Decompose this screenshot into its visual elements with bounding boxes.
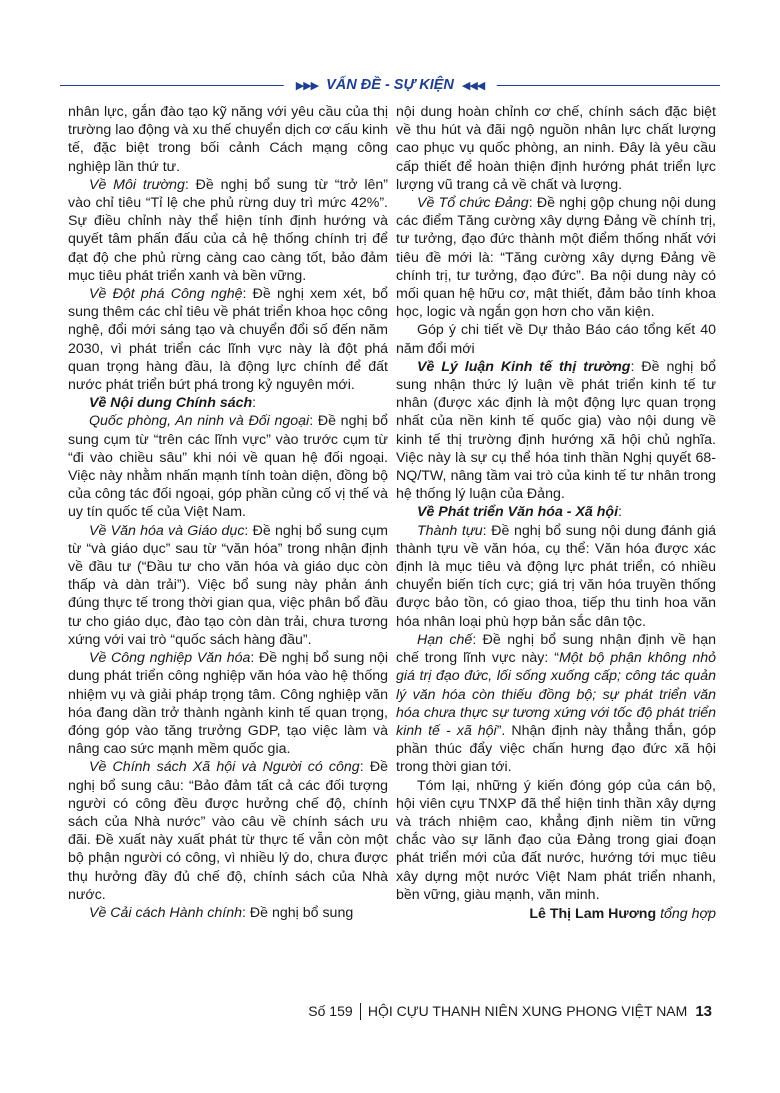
paragraph-lead: Về Công nghiệp Văn hóa xyxy=(89,650,251,667)
paragraph-lead: Về Cải cách Hành chính xyxy=(89,904,243,921)
paragraph-lead: Hạn chế xyxy=(417,631,473,648)
paragraph: nhân lực, gắn đào tạo kỹ năng với yêu cầu của thị trường lao động và xu thế chuyển dịch cơ cấu kinh tế, đặc biệt trong bối cảnh Cách mạng công nghiệp lần thứ tư. xyxy=(68,104,388,175)
subheading: Về Nội dung Chính sách: xyxy=(89,395,257,412)
paragraph: Về Cải cách Hành chính: Đề nghị bổ sung xyxy=(89,904,354,921)
paragraph: Hạn chế: Đề nghị bổ sung nhận định về hạn chế trong lĩnh vực này: “Một bộ phận không nhỏ giá trị đạo đức, lối sống xuống cấp; công tác quản lý văn hóa còn thiếu đồng bộ; sự phát triển văn hóa chưa thực sự tương xứng với tốc độ phát triển kinh tế - xã hội”. Nhận định này thẳng thắn, góp phần thúc đẩy việc chấn hưng đạo đức xã hội trong thời gian tới. xyxy=(396,631,717,776)
paragraph-lead: Về Văn hóa và Giáo dục xyxy=(89,522,245,539)
publication-name: HỘI CỰU THANH NIÊN XUNG PHONG VIỆT NAM xyxy=(367,1003,688,1019)
paragraph-lead: Về Tổ chức Đảng xyxy=(417,195,529,212)
paragraph: Góp ý chi tiết về Dự thảo Báo cáo tổng kết 40 năm đổi mới xyxy=(396,322,716,357)
left-arrows-icon: ◀◀◀ xyxy=(461,79,485,92)
issue-number: Số 159 xyxy=(308,1003,353,1019)
page-footer xyxy=(290,999,712,1023)
paragraph: Về Văn hóa và Giáo dục: Đề nghị bổ sung cụm từ “và giáo dục” sau từ “văn hóa” trong nhận định về đầu tư (“Đầu tư cho văn hóa và giáo dục còn thấp và dàn trải”). Việc bổ sung này phản ánh đúng thực tế trong thời gian qua, việc phân bổ đầu tư cho giáo dục, đào tạo còn dàn trải, chưa tương xứng với vai trò “quốc sách hàng đầu”. xyxy=(68,522,388,648)
paragraph: Tóm lại, những ý kiến đóng góp của cán bộ, hội viên cựu TNXP đã thể hiện tinh thần xây dựng và trách nhiệm cao, khẳng định niềm tin vững chắc vào sự lãnh đạo của Đảng trong giai đoạn phát triển mới của đất nước, hướng tới mục tiêu xây dựng một nước Việt Nam phát triển nhanh, bền vững, giàu mạnh, văn minh. xyxy=(396,777,716,903)
right-arrows-icon: ▶▶▶ xyxy=(295,79,319,92)
paragraph: Về Môi trường: Đề nghị bổ sung từ “trở lên” vào chỉ tiêu “Tỉ lệ che phủ rừng duy trì mức 42%”. Sự điều chỉnh này thể hiện tính định hướng và quyết tâm phấn đấu của cả hệ thống chính trị để đạt độ che phủ rừng càng cao càng tốt, bảo đảm mục tiêu phát triển xanh và bền vững. xyxy=(68,176,388,284)
paragraph: nội dung hoàn chỉnh cơ chế, chính sách đặc biệt về thu hút và đãi ngộ nguồn nhân lực chất lượng cao phục vụ quốc phòng, an ninh. Đây là yêu cầu cấp thiết để hoàn thiện định hướng phát triển lực lượng vũ trang cả về chất và lượng. xyxy=(396,104,716,193)
subheading: Về Phát triển Văn hóa - Xã hội: xyxy=(417,504,622,521)
paragraph: Về Lý luận Kinh tế thị trường: Đề nghị bổ sung nhận thức lý luận về phát triển kinh tế tư nhân (được xác định là một động lực quan trọng nhất của nền kinh tế quốc gia) vào nội dung về kinh tế thị trường định hướng xã hội chủ nghĩa. Việc này là sự cụ thể hóa tinh thần Nghị quyết 68-NQ/TW, nâng tầm vai trò của kinh tế tư nhân trong hệ thống lý luận của Đảng. xyxy=(396,358,716,503)
paragraph: Về Tổ chức Đảng: Đề nghị gộp chung nội dung các điểm Tăng cường xây dựng Đảng về chính trị, tư tưởng, đạo đức thành một điểm thống nhất với tiêu đề mới là: “Tăng cường xây dựng Đảng về chính trị, tư tưởng, đạo đức”. Ba nội dung này có mối quan hệ hữu cơ, mật thiết, đảm bảo tính khoa học, logic và ngắn gọn hơn cho văn kiện. xyxy=(396,195,716,321)
paragraph: Về Đột phá Công nghệ: Đề nghị xem xét, bổ sung thêm các chỉ tiêu về phát triển khoa học công nghệ, đổi mới sáng tạo và chuyển đổi số đến năm 2030, vì phát triển các lĩnh vực này là đột phá quan trọng hàng đầu, là động lực chính để đất nước phát triển bứt phá trong kỷ nguyên mới. xyxy=(68,286,388,394)
paragraph-lead: Về Chính sách Xã hội và Người có công xyxy=(89,759,360,776)
header-title-box xyxy=(284,74,497,96)
paragraph: Quốc phòng, An ninh và Đối ngoại: Đề nghị bổ sung cụm từ “trên các lĩnh vực” vào trước cụm từ “đi vào chiều sâu” khi nói về quan hệ đối ngoại. Việc này nhằm nhấn mạnh tính toàn diện, đồng bộ của công tác đối ngoại, góp phần củng cố vị thế và uy tín quốc tế của Việt Nam. xyxy=(68,413,388,521)
paragraph-lead: Về Lý luận Kinh tế thị trường xyxy=(417,358,631,375)
paragraph: Về Công nghiệp Văn hóa: Đề nghị bổ sung nội dung phát triển công nghiệp văn hóa vào hệ thống nhiệm vụ và giải pháp trọng tâm. Công nghiệp văn hóa đang dần trở thành ngành kinh tế quan trọng, đóng góp vào tăng trưởng GDP, tạo việc làm và nâng cao sức mạnh mềm quốc gia. xyxy=(68,650,389,758)
right-column xyxy=(396,103,716,923)
left-column xyxy=(68,103,388,922)
quote: Một bộ phận không nhỏ giá trị đạo đức, lối sống xuống cấp; công tác quản lý văn hóa còn thiếu đồng bộ; sự phát triển văn hóa chưa thực sự tương xứng với tốc độ phát triển kinh tế - xã hội xyxy=(396,650,716,739)
section-title: VẤN ĐỀ - SỰ KIỆN xyxy=(326,77,454,93)
signature xyxy=(396,905,716,923)
author-suffix: tổng hợp xyxy=(660,905,716,922)
paragraph: Về Chính sách Xã hội và Người có công: Đề nghị bổ sung câu: “Bảo đảm tất cả các đối tượng người có công đều được hưởng chế độ, chính sách của Nhà nước” vào câu về chính sách ưu đãi. Đề xuất này xuất phát từ thực tế vẫn còn một bộ phận người có công, vì nhiều lý do, chưa được thụ hưởng đầy đủ chế độ, chính sách của Nhà nước. xyxy=(68,759,388,903)
paragraph-lead: Về Môi trường xyxy=(89,176,185,193)
footer-divider xyxy=(360,1003,361,1020)
section-header xyxy=(60,74,720,96)
paragraph-lead: Về Đột phá Công nghệ xyxy=(89,286,243,303)
paragraph-lead: Thành tựu xyxy=(417,522,483,539)
author-name: Lê Thị Lam Hương xyxy=(529,905,657,922)
paragraph: Thành tựu: Đề nghị bổ sung nội dung đánh giá thành tựu về văn hóa, cụ thể: Văn hóa được xác định là mục tiêu và động lực phát triển, có nhiều chuyển biến tích cực; giá trị văn hóa truyền thống được bảo tồn, có giao thoa, tiếp thu tinh hoa văn hóa nhân loại phù hợp bản sắc dân tộc. xyxy=(396,522,716,630)
paragraph-lead: Quốc phòng, An ninh và Đối ngoại xyxy=(89,413,310,430)
page-number: 13 xyxy=(695,1002,712,1020)
